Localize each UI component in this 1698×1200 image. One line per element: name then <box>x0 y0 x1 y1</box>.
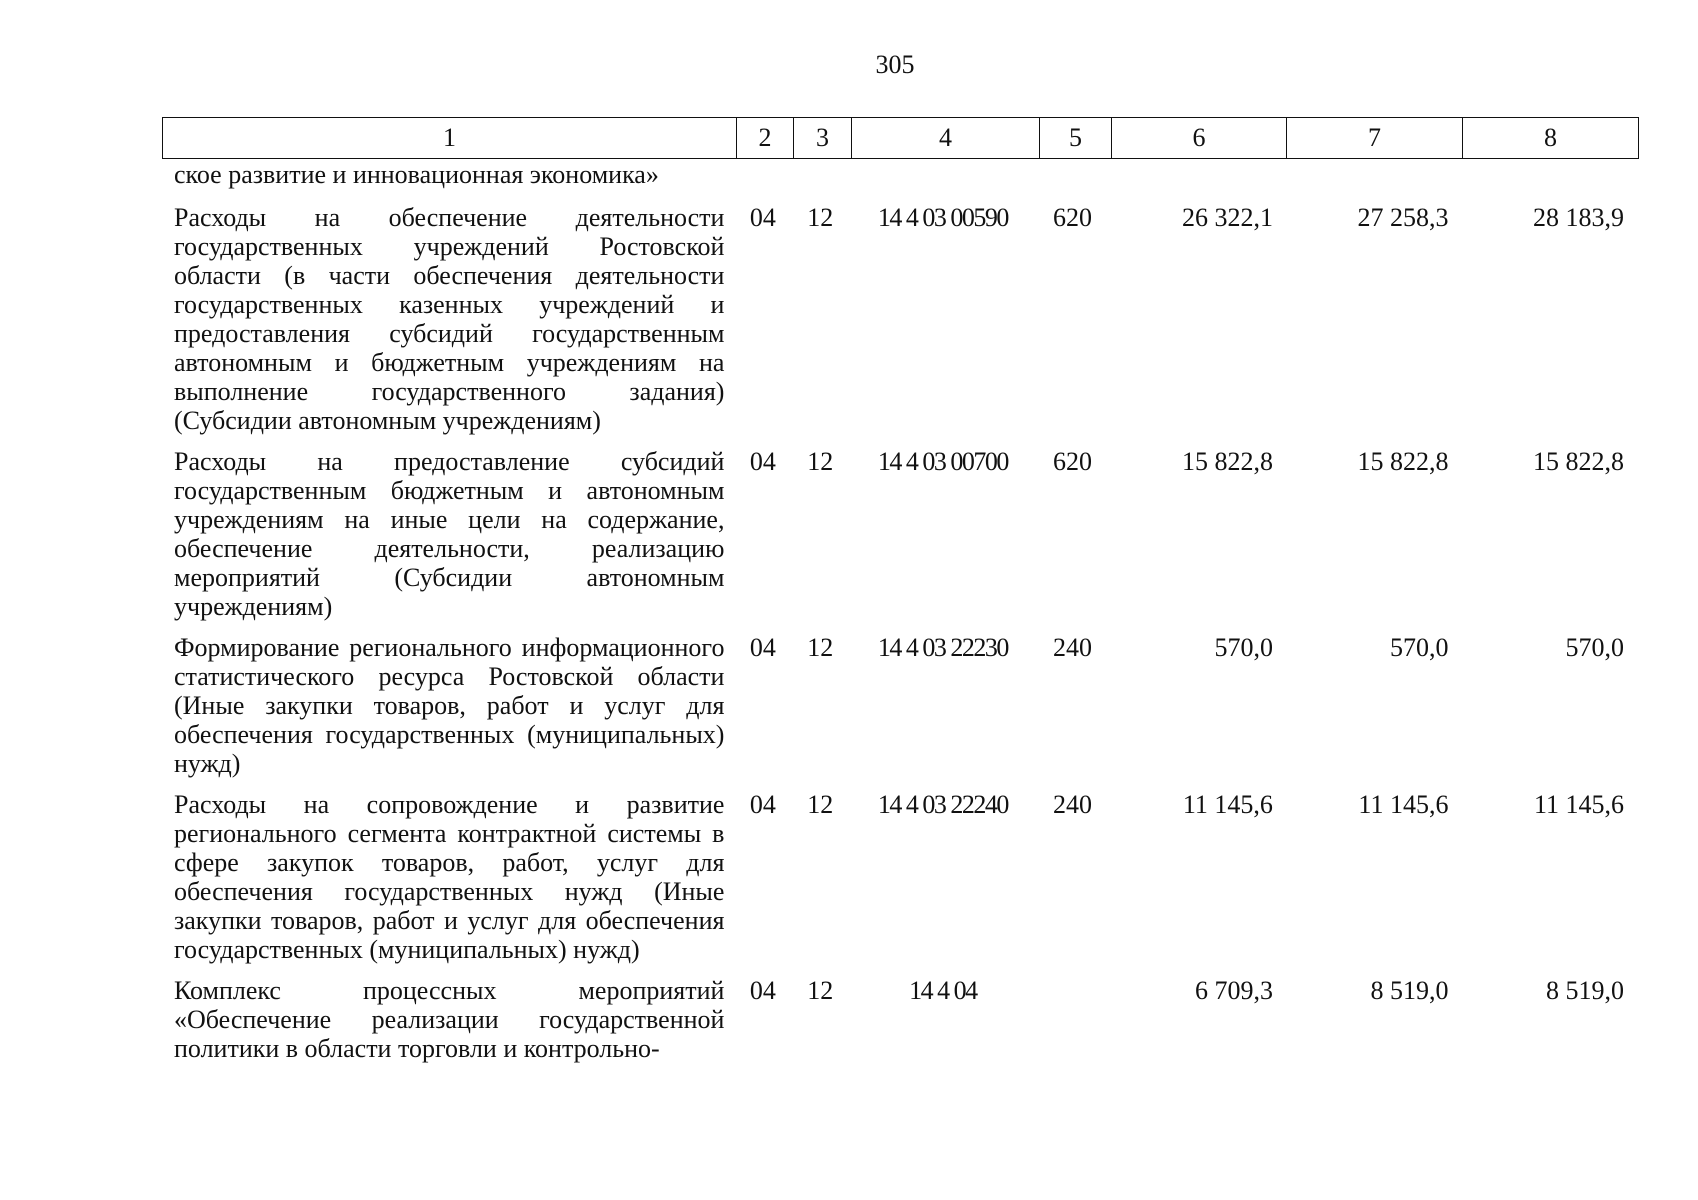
row-description: Расходы на предоставление субсидий государственным бюджетным и автономным учреждениям на иные цели на содержание, обеспечение деятельности, реализацию мероприятий (Субсидии автономным учреждениям) <box>174 447 725 621</box>
table-row <box>162 976 1634 1063</box>
row-subsection: 12 <box>807 976 834 1005</box>
row-description: Комплекс процессных мероприятий «Обеспечение реализации государственной политики в области торговли и контрольно- <box>174 976 725 1063</box>
row-section: 04 <box>749 447 776 476</box>
table-header <box>162 117 1639 159</box>
table-row <box>162 633 1634 778</box>
row-description: Формирование регионального информационного статистического ресурса Ростовской области (Иные закупки товаров, работ и услуг для обеспечения государственных (муниципальных) нужд) <box>174 633 725 778</box>
column-header-5: 5 <box>1040 118 1112 159</box>
row-amount-year-3: 570,0 <box>1565 633 1624 662</box>
row-expense-type: 240 <box>1053 790 1092 819</box>
row-target-code: 14 4 03 22230 <box>877 633 1008 662</box>
row-amount-year-3: 8 519,0 <box>1546 976 1624 1005</box>
row-target-code: 14 4 03 00700 <box>877 447 1008 476</box>
row-amount-year-3: 28 183,9 <box>1533 203 1624 232</box>
row-amount-year-1: 11 145,6 <box>1182 790 1273 819</box>
row-amount-year-2: 8 519,0 <box>1370 976 1449 1005</box>
continuation-text: ское развитие и инновационная экономика» <box>174 160 659 189</box>
row-subsection: 12 <box>807 790 834 819</box>
table-row <box>162 203 1634 435</box>
row-subsection: 12 <box>807 633 834 662</box>
row-description: Расходы на обеспечение деятельности государственных учреждений Ростовской области (в части обеспечения деятельности государственных казенных учреждений и предоставления субсидий государственным автономным и бюджетным учреждениям на выполнение государственного задания) (Субсидии автономным учреждениям) <box>174 203 725 435</box>
row-amount-year-3: 15 822,8 <box>1533 447 1624 476</box>
continuation-row <box>162 160 1634 189</box>
row-target-code: 14 4 04 <box>909 976 977 1005</box>
column-header-6: 6 <box>1112 118 1287 159</box>
page-number: 305 <box>875 50 915 79</box>
column-header-3: 3 <box>794 118 852 159</box>
column-header-4: 4 <box>852 118 1040 159</box>
row-section: 04 <box>749 976 776 1005</box>
row-amount-year-1: 26 322,1 <box>1181 203 1273 232</box>
row-section: 04 <box>749 790 776 819</box>
column-header-7: 7 <box>1287 118 1463 159</box>
header-row <box>163 118 1639 159</box>
row-amount-year-2: 27 258,3 <box>1357 203 1449 232</box>
table-row <box>162 790 1634 964</box>
column-header-8: 8 <box>1463 118 1639 159</box>
row-target-code: 14 4 03 22240 <box>877 790 1008 819</box>
column-header-2: 2 <box>737 118 794 159</box>
row-amount-year-1: 570,0 <box>1214 633 1273 662</box>
row-subsection: 12 <box>807 447 834 476</box>
row-amount-year-2: 15 822,8 <box>1357 447 1449 476</box>
table-row <box>162 447 1634 621</box>
row-subsection: 12 <box>807 203 834 232</box>
row-description: Расходы на сопровождение и развитие регионального сегмента контрактной системы в сфере закупок товаров, работ, услуг для обеспечения государственных нужд (Иные закупки товаров, работ и услуг для обеспечения государственных (муниципальных) нужд) <box>174 790 725 964</box>
row-target-code: 14 4 03 00590 <box>877 203 1008 232</box>
row-amount-year-1: 6 709,3 <box>1194 976 1273 1005</box>
row-amount-year-2: 570,0 <box>1389 633 1449 662</box>
row-expense-type: 620 <box>1053 447 1092 476</box>
table-body <box>162 160 1634 1075</box>
row-expense-type: 240 <box>1053 633 1092 662</box>
row-expense-type: 620 <box>1053 203 1092 232</box>
row-section: 04 <box>749 633 776 662</box>
row-amount-year-3: 11 145,6 <box>1533 790 1624 819</box>
row-amount-year-2: 11 145,6 <box>1358 790 1449 819</box>
row-amount-year-1: 15 822,8 <box>1181 447 1273 476</box>
row-section: 04 <box>749 203 776 232</box>
column-header-1: 1 <box>163 118 737 159</box>
